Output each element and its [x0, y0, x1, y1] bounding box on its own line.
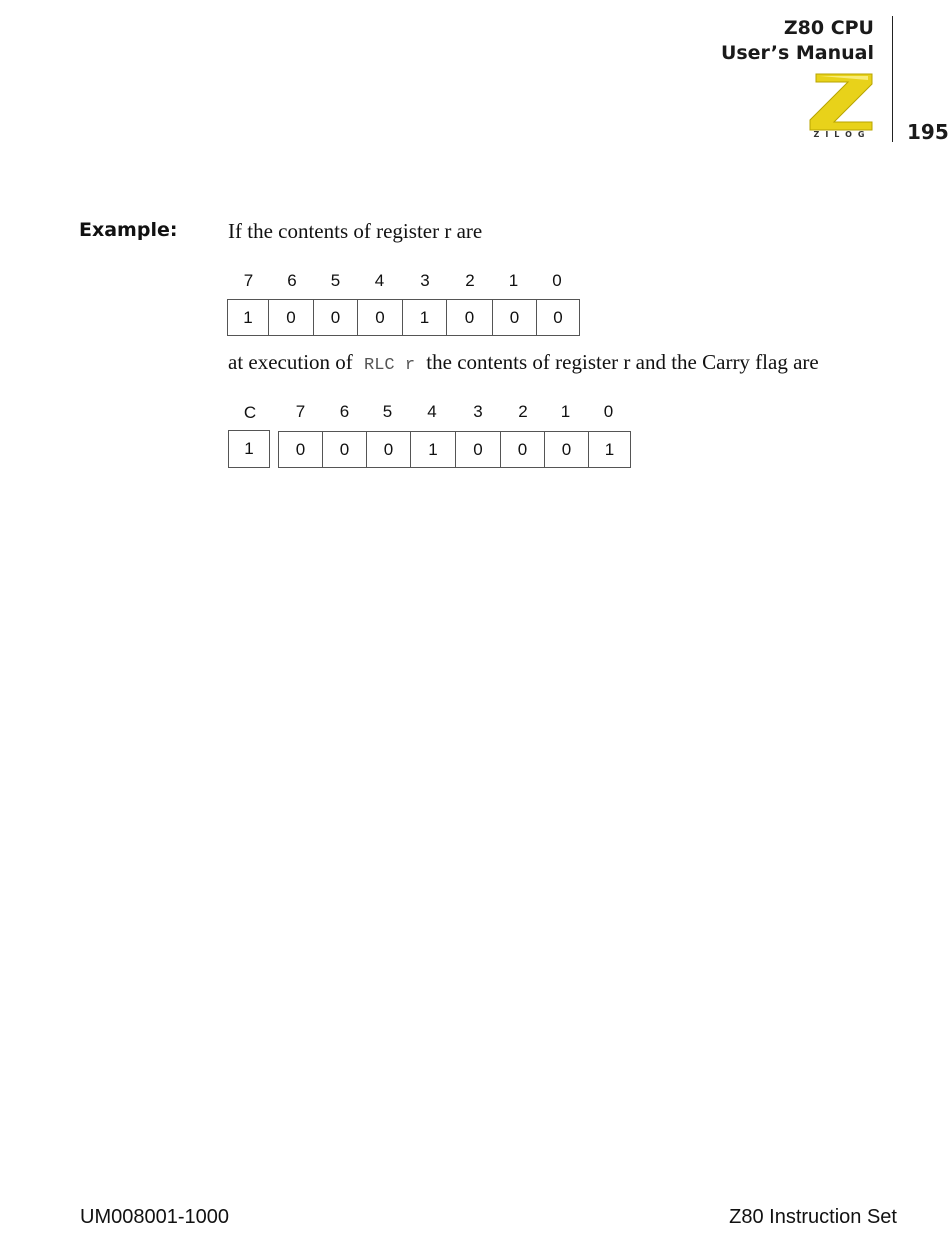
- bit-label: 3: [473, 402, 483, 421]
- bit-label: 6: [287, 271, 297, 290]
- after-text-post: the contents of register r and the Carry flag are: [426, 350, 819, 374]
- bit-label: 7: [295, 402, 306, 421]
- bit-label: 1: [560, 402, 571, 421]
- bit-label: 5: [382, 402, 393, 421]
- bit-cell: 0: [545, 431, 589, 468]
- manual-title-line2: User’s Manual: [720, 42, 874, 64]
- bit-label: 2: [518, 402, 528, 421]
- after-register: [278, 431, 631, 468]
- bit-cell: 0: [323, 431, 367, 468]
- bit-label: 7: [243, 271, 254, 290]
- manual-title: [721, 16, 874, 66]
- bit-cell: 0: [279, 431, 323, 468]
- bit-cell: 0: [493, 299, 537, 336]
- example-label: Example:: [79, 219, 178, 241]
- header-divider: [892, 16, 893, 142]
- bit-label: 0: [603, 402, 614, 421]
- after-text-pre: at execution of: [228, 350, 353, 374]
- bit-label: 0: [552, 271, 562, 290]
- before-bit-labels: [228, 271, 580, 291]
- before-register: [227, 299, 580, 336]
- bit-label: 4: [427, 402, 437, 421]
- instruction-code: RLC r: [364, 356, 416, 375]
- bit-cell: 1: [411, 431, 456, 468]
- bit-label: 1: [508, 271, 519, 290]
- after-bit-labels: [279, 402, 632, 422]
- bit-cell: 0: [447, 299, 493, 336]
- bit-cell: 0: [501, 431, 545, 468]
- logo-wordmark: ZILOG: [813, 130, 871, 139]
- manual-title-line1: Z80 CPU: [783, 17, 874, 39]
- bit-cell: 0: [358, 299, 403, 336]
- bit-cell: 1: [228, 299, 269, 336]
- chapter-title: Z80 Instruction Set: [729, 1206, 897, 1228]
- bit-label: 6: [339, 402, 350, 421]
- after-text: [228, 350, 819, 375]
- bit-cell: 0: [537, 299, 580, 336]
- intro-text: If the contents of register r are: [228, 219, 483, 243]
- bit-cell: 0: [367, 431, 411, 468]
- bit-label: 3: [420, 271, 430, 290]
- bit-label: 4: [374, 271, 385, 290]
- bit-cell: 0: [314, 299, 358, 336]
- bit-cell: 0: [456, 431, 501, 468]
- bit-cell: 0: [269, 299, 314, 336]
- bit-label: 5: [330, 271, 341, 290]
- carry-flag-cell: 1: [228, 430, 270, 468]
- page-number: 195: [907, 120, 949, 144]
- bit-cell: 1: [589, 431, 631, 468]
- document-number: UM008001-1000: [80, 1206, 229, 1228]
- bit-label: 2: [465, 271, 475, 290]
- carry-label: C: [243, 403, 257, 422]
- bit-cell: 1: [403, 299, 447, 336]
